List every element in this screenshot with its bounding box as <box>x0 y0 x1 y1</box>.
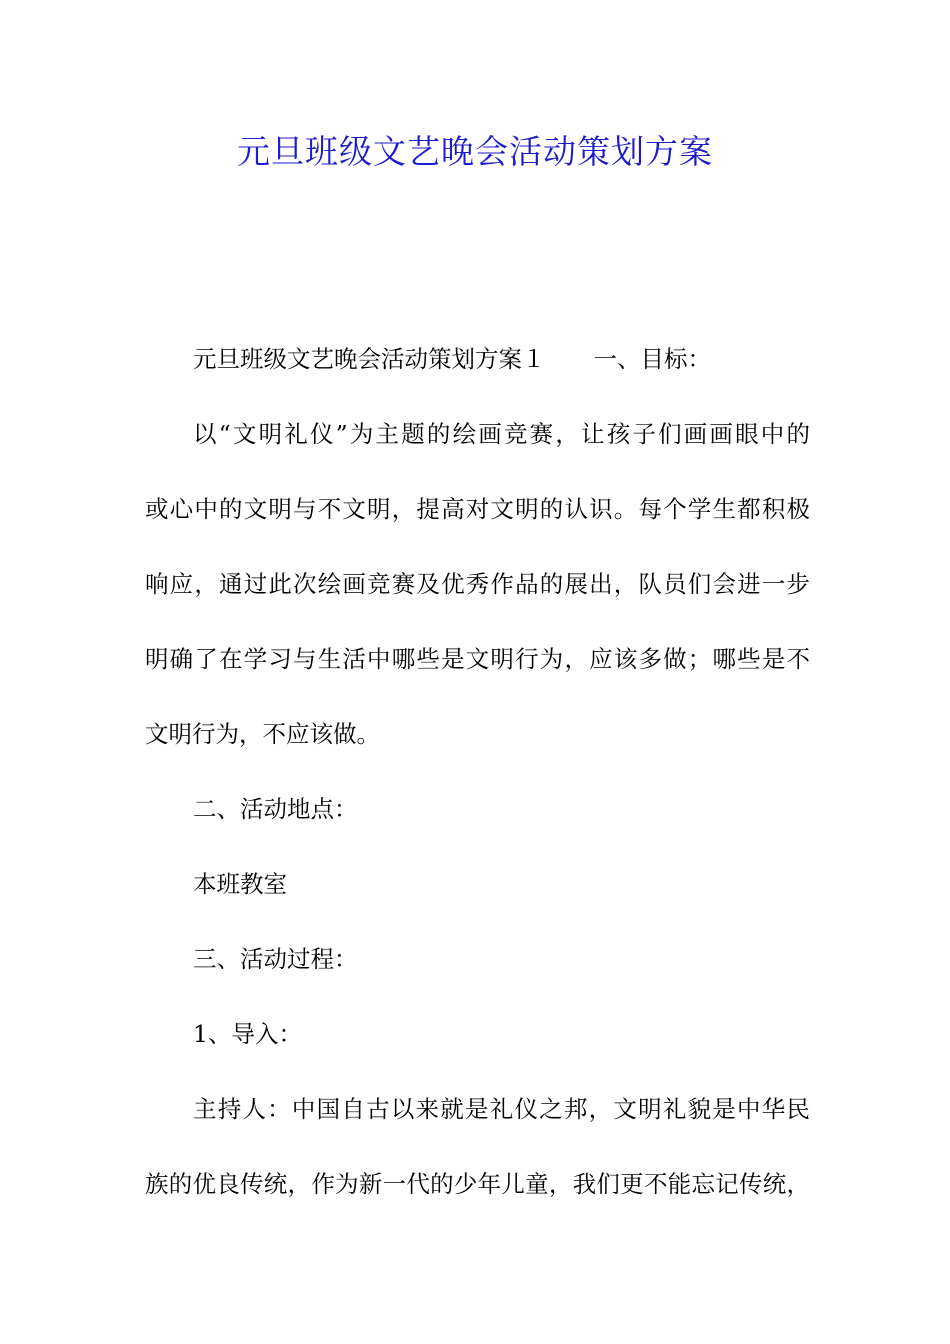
paragraph-line: 以“文明礼仪”为主题的绘画竞赛，让孩子们画画眼中的 <box>193 420 810 448</box>
paragraph-line: 本班教室 <box>193 870 287 898</box>
section-heading-location: 二、活动地点： <box>193 795 358 823</box>
paragraph-line: 族的优良传统，作为新一代的少年儿童，我们更不能忘记传统， <box>145 1170 810 1198</box>
subsection-heading-intro: 1、导入： <box>193 1020 302 1048</box>
paragraph-line: 文明行为，不应该做。 <box>145 720 380 748</box>
paragraph-line: 或心中的文明与不文明，提高对文明的认识。每个学生都积极 <box>145 495 810 523</box>
document-body <box>145 322 810 1222</box>
section-heading-goal: 一、目标： <box>593 345 711 373</box>
paragraph-line: 主持人：中国自古以来就是礼仪之邦，文明礼貌是中华民 <box>193 1095 810 1123</box>
paragraph-line <box>145 322 810 397</box>
section-heading-process: 三、活动过程： <box>193 945 358 973</box>
document-title: 元旦班级文艺晚会活动策划方案 <box>237 132 713 171</box>
paragraph-line: 明确了在学习与生活中哪些是文明行为，应该多做；哪些是不 <box>145 645 810 673</box>
plan-heading: 元旦班级文艺晚会活动策划方案１ <box>193 345 546 373</box>
paragraph-line: 响应，通过此次绘画竞赛及优秀作品的展出，队员们会进一步 <box>145 570 810 598</box>
